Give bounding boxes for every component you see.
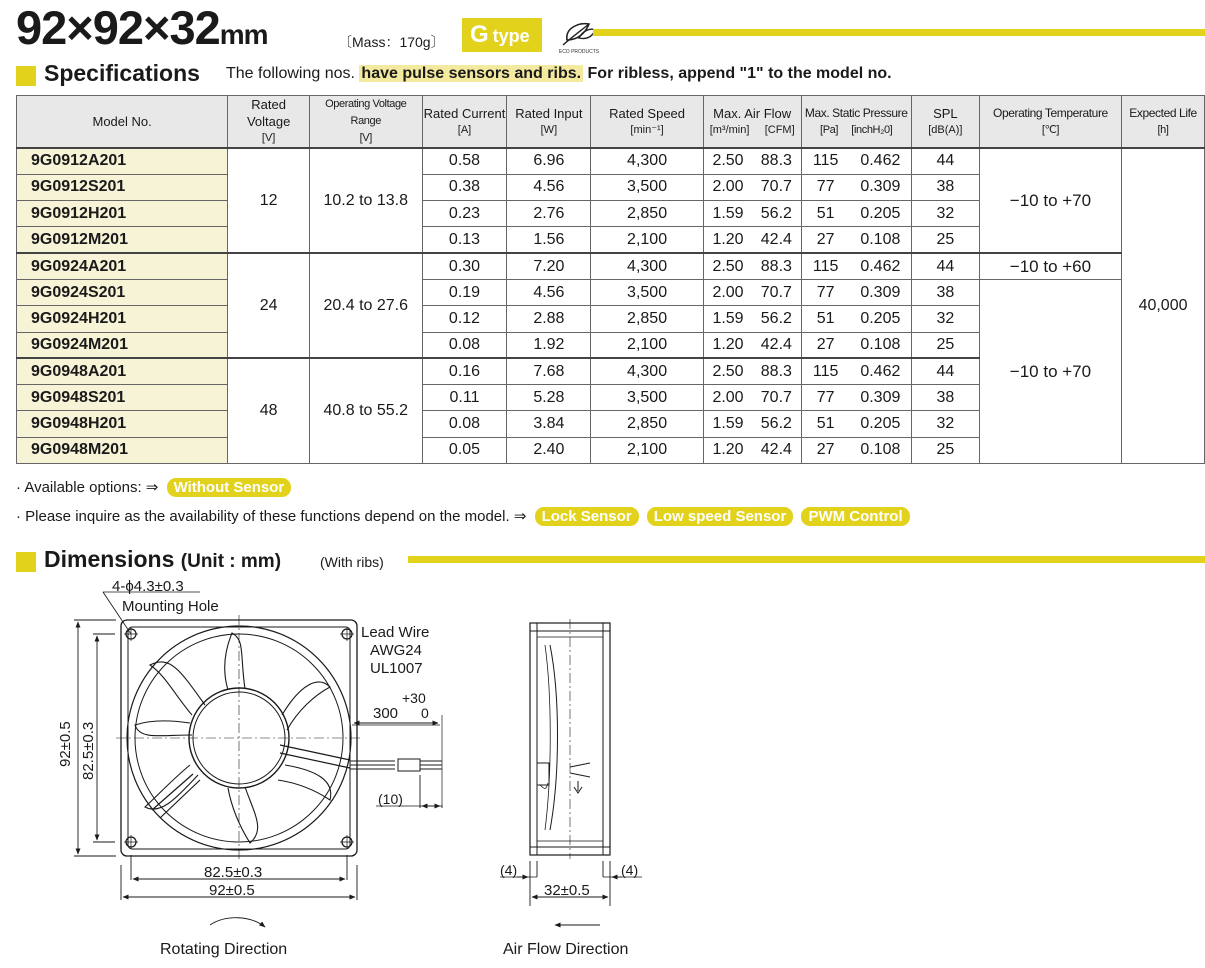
static-pressure-pa-cell: 27 xyxy=(801,437,850,463)
model-cell: 9G0924M201 xyxy=(17,332,228,358)
inquire-options-line: · Please inquire as the availability of these functions depend on the model. ⇒ Lock Sensor Low speed Sensor PWM Control xyxy=(16,507,910,526)
rated-current-cell: 0.08 xyxy=(422,332,507,358)
spl-cell: 38 xyxy=(911,174,979,200)
static-pressure-pa-cell: 115 xyxy=(801,358,850,384)
static-pressure-inch-cell: 0.108 xyxy=(850,227,912,253)
rated-input-cell: 4.56 xyxy=(507,279,591,305)
spl-cell: 25 xyxy=(911,227,979,253)
rated-current-cell: 0.05 xyxy=(422,437,507,463)
rated-current-cell: 0.08 xyxy=(422,411,507,437)
static-pressure-pa-cell: 115 xyxy=(801,253,850,279)
rib-left-label: (4) xyxy=(500,862,518,878)
rated-voltage-cell: 48 xyxy=(228,358,310,463)
rated-input-cell: 4.56 xyxy=(507,174,591,200)
rated-voltage-cell: 24 xyxy=(228,253,310,358)
air-flow-cfm-cell: 70.7 xyxy=(752,385,801,411)
rated-input-cell: 2.40 xyxy=(507,437,591,463)
tolerance-plus-label: +30 xyxy=(402,690,426,706)
pitch-width-label: 82.5±0.3 xyxy=(204,864,263,881)
spl-cell: 44 xyxy=(911,358,979,384)
fan-side-view xyxy=(530,619,610,859)
static-pressure-pa-cell: 51 xyxy=(801,306,850,332)
air-flow-m3-cell: 1.59 xyxy=(703,411,752,437)
static-pressure-pa-cell: 51 xyxy=(801,411,850,437)
static-pressure-pa-cell: 27 xyxy=(801,332,850,358)
voltage-range-cell: 20.4 to 27.6 xyxy=(310,253,423,358)
air-flow-m3-cell: 1.20 xyxy=(703,227,752,253)
static-pressure-inch-cell: 0.309 xyxy=(850,385,912,411)
air-flow-cfm-cell: 70.7 xyxy=(752,174,801,200)
air-flow-cfm-cell: 56.2 xyxy=(752,201,801,227)
rated-current-cell: 0.38 xyxy=(422,174,507,200)
rated-input-cell: 5.28 xyxy=(507,385,591,411)
col-rated-speed: Rated Speed [min⁻¹] xyxy=(591,96,704,149)
air-flow-m3-cell: 1.59 xyxy=(703,306,752,332)
col-max-static-pressure: Max. Static Pressure [Pa] [inchH₂0] xyxy=(801,96,911,149)
col-rated-input: Rated Input [W] xyxy=(507,96,591,149)
specifications-heading xyxy=(16,62,1205,92)
spl-cell: 25 xyxy=(911,437,979,463)
model-cell: 9G0948H201 xyxy=(17,411,228,437)
outer-width-label: 92±0.5 xyxy=(209,882,255,899)
spl-cell: 32 xyxy=(911,411,979,437)
operating-temperature-cell: −10 to +70 xyxy=(979,279,1121,463)
rated-speed-cell: 2,850 xyxy=(591,306,704,332)
model-cell: 9G0924A201 xyxy=(17,253,228,279)
lead-wire-label: Lead Wire xyxy=(361,624,430,641)
specifications-table-body xyxy=(17,148,1205,464)
rated-current-cell: 0.19 xyxy=(422,279,507,305)
voltage-range-cell: 40.8 to 55.2 xyxy=(310,358,423,463)
section-marker xyxy=(16,552,36,572)
specifications-title: Specifications xyxy=(44,60,200,86)
static-pressure-pa-cell: 115 xyxy=(801,148,850,174)
operating-temperature-cell: −10 to +60 xyxy=(979,253,1121,279)
rated-current-cell: 0.30 xyxy=(422,253,507,279)
option-without-sensor[interactable]: Without Sensor xyxy=(167,478,292,497)
specifications-table xyxy=(16,95,1205,464)
header-accent-line xyxy=(593,29,1205,36)
rated-speed-cell: 3,500 xyxy=(591,174,704,200)
static-pressure-pa-cell: 77 xyxy=(801,174,850,200)
rated-current-cell: 0.23 xyxy=(422,201,507,227)
awg-label: AWG24 xyxy=(370,642,422,659)
air-flow-cfm-cell: 70.7 xyxy=(752,279,801,305)
hole-spec-label: 4-ϕ4.3±0.3 xyxy=(112,578,184,595)
voltage-range-cell: 10.2 to 13.8 xyxy=(310,148,423,253)
air-flow-cfm-cell: 42.4 xyxy=(752,332,801,358)
static-pressure-pa-cell: 27 xyxy=(801,227,850,253)
operating-temperature-cell: −10 to +70 xyxy=(979,148,1121,253)
rated-input-cell: 7.68 xyxy=(507,358,591,384)
rated-current-cell: 0.11 xyxy=(422,385,507,411)
dimension-drawings xyxy=(0,575,1205,968)
pitch-height-label: 82.5±0.3 xyxy=(80,721,97,780)
air-flow-m3-cell: 2.50 xyxy=(703,358,752,384)
static-pressure-inch-cell: 0.205 xyxy=(850,411,912,437)
tolerance-zero-label: 0 xyxy=(421,705,429,721)
model-cell: 9G0912H201 xyxy=(17,201,228,227)
rated-current-cell: 0.12 xyxy=(422,306,507,332)
table-row xyxy=(17,253,1205,279)
rated-speed-cell: 4,300 xyxy=(591,148,704,174)
air-flow-cfm-cell: 56.2 xyxy=(752,306,801,332)
rated-input-cell: 7.20 xyxy=(507,253,591,279)
spl-cell: 38 xyxy=(911,279,979,305)
static-pressure-pa-cell: 77 xyxy=(801,279,850,305)
static-pressure-inch-cell: 0.309 xyxy=(850,279,912,305)
air-flow-cfm-cell: 56.2 xyxy=(752,411,801,437)
rated-input-cell: 1.56 xyxy=(507,227,591,253)
specifications-note: The following nos. have pulse sensors and ribs. For ribless, append "1" to the model no. xyxy=(226,65,892,82)
col-rated-current: Rated Current [A] xyxy=(422,96,507,149)
rated-speed-cell: 4,300 xyxy=(591,253,704,279)
rated-speed-cell: 4,300 xyxy=(591,358,704,384)
static-pressure-inch-cell: 0.108 xyxy=(850,332,912,358)
air-flow-m3-cell: 2.50 xyxy=(703,148,752,174)
dimensions-title: Dimensions (Unit : mm) xyxy=(44,546,282,572)
rated-speed-cell: 2,850 xyxy=(591,411,704,437)
page-header xyxy=(16,1,1205,55)
option-low-speed-sensor[interactable]: Low speed Sensor xyxy=(647,507,794,526)
table-header-row xyxy=(17,96,1205,149)
spl-cell: 38 xyxy=(911,385,979,411)
dimensions-accent-line xyxy=(408,556,1205,563)
rated-speed-cell: 2,100 xyxy=(591,437,704,463)
available-options-line: · Available options: ⇒ Without Sensor xyxy=(16,478,291,497)
rated-speed-cell: 2,100 xyxy=(591,332,704,358)
model-cell: 9G0924H201 xyxy=(17,306,228,332)
rated-current-cell: 0.13 xyxy=(422,227,507,253)
rated-input-cell: 2.88 xyxy=(507,306,591,332)
section-marker xyxy=(16,66,36,86)
ribs-note: (With ribs) xyxy=(320,554,384,570)
spl-cell: 25 xyxy=(911,332,979,358)
static-pressure-inch-cell: 0.462 xyxy=(850,148,912,174)
model-cell: 9G0912A201 xyxy=(17,148,228,174)
strip-length-label: (10) xyxy=(378,791,403,807)
model-cell: 9G0924S201 xyxy=(17,279,228,305)
table-row xyxy=(17,148,1205,174)
col-model: Model No. xyxy=(17,96,228,149)
air-flow-cfm-cell: 88.3 xyxy=(752,253,801,279)
static-pressure-pa-cell: 51 xyxy=(801,201,850,227)
expected-life-cell: 40,000 xyxy=(1122,148,1205,464)
air-flow-m3-cell: 1.20 xyxy=(703,332,752,358)
rated-input-cell: 6.96 xyxy=(507,148,591,174)
model-cell: 9G0948A201 xyxy=(17,358,228,384)
air-flow-m3-cell: 2.00 xyxy=(703,279,752,305)
rated-input-cell: 1.92 xyxy=(507,332,591,358)
col-max-air-flow: Max. Air Flow [m³/min] [CFM] xyxy=(703,96,801,149)
static-pressure-inch-cell: 0.462 xyxy=(850,253,912,279)
col-operating-voltage-range: Operating Voltage Range [V] xyxy=(310,96,423,149)
spl-cell: 44 xyxy=(911,253,979,279)
spl-cell: 44 xyxy=(911,148,979,174)
model-cell: 9G0912S201 xyxy=(17,174,228,200)
rated-speed-cell: 2,850 xyxy=(591,201,704,227)
rated-input-cell: 2.76 xyxy=(507,201,591,227)
col-rated-voltage: Rated Voltage [V] xyxy=(228,96,310,149)
dimensions-heading xyxy=(16,548,1205,578)
rated-current-cell: 0.16 xyxy=(422,358,507,384)
option-lock-sensor[interactable]: Lock Sensor xyxy=(535,507,639,526)
rated-voltage-cell: 12 xyxy=(228,148,310,253)
hole-name-label: Mounting Hole xyxy=(122,598,219,615)
static-pressure-inch-cell: 0.205 xyxy=(850,306,912,332)
air-flow-m3-cell: 2.00 xyxy=(703,174,752,200)
col-operating-temperature: Operating Temperature [℃] xyxy=(979,96,1121,149)
option-pwm-control[interactable]: PWM Control xyxy=(801,507,909,526)
air-flow-cfm-cell: 88.3 xyxy=(752,148,801,174)
type-badge: G type xyxy=(462,18,542,52)
air-flow-cfm-cell: 42.4 xyxy=(752,227,801,253)
model-cell: 9G0912M201 xyxy=(17,227,228,253)
product-size-title: 92×92×32mm xyxy=(16,1,268,54)
air-flow-m3-cell: 2.00 xyxy=(703,385,752,411)
spl-cell: 32 xyxy=(911,201,979,227)
col-spl: SPL [dB(A)] xyxy=(911,96,979,149)
static-pressure-pa-cell: 77 xyxy=(801,385,850,411)
mass-label: 〔Mass：170g〕 xyxy=(338,34,445,50)
air-flow-m3-cell: 2.50 xyxy=(703,253,752,279)
eco-products-icon: ECO PRODUCTS xyxy=(556,18,602,56)
rib-right-label: (4) xyxy=(621,862,639,878)
rated-speed-cell: 3,500 xyxy=(591,385,704,411)
wire-length-label: 300 xyxy=(373,705,399,722)
static-pressure-inch-cell: 0.309 xyxy=(850,174,912,200)
rated-speed-cell: 3,500 xyxy=(591,279,704,305)
air-flow-cfm-cell: 88.3 xyxy=(752,358,801,384)
static-pressure-inch-cell: 0.108 xyxy=(850,437,912,463)
air-flow-m3-cell: 1.20 xyxy=(703,437,752,463)
model-cell: 9G0948M201 xyxy=(17,437,228,463)
airflow-direction-label: Air Flow Direction xyxy=(503,941,629,958)
depth-label: 32±0.5 xyxy=(544,882,590,899)
rated-speed-cell: 2,100 xyxy=(591,227,704,253)
spl-cell: 32 xyxy=(911,306,979,332)
static-pressure-inch-cell: 0.205 xyxy=(850,201,912,227)
outer-height-label: 92±0.5 xyxy=(57,721,74,767)
rated-input-cell: 3.84 xyxy=(507,411,591,437)
rotating-direction-label: Rotating Direction xyxy=(160,941,288,958)
air-flow-m3-cell: 1.59 xyxy=(703,201,752,227)
rated-current-cell: 0.58 xyxy=(422,148,507,174)
static-pressure-inch-cell: 0.462 xyxy=(850,358,912,384)
col-expected-life: Expected Life [h] xyxy=(1122,96,1205,149)
ul-label: UL1007 xyxy=(370,660,423,677)
table-row xyxy=(17,279,1205,305)
model-cell: 9G0948S201 xyxy=(17,385,228,411)
air-flow-cfm-cell: 42.4 xyxy=(752,437,801,463)
